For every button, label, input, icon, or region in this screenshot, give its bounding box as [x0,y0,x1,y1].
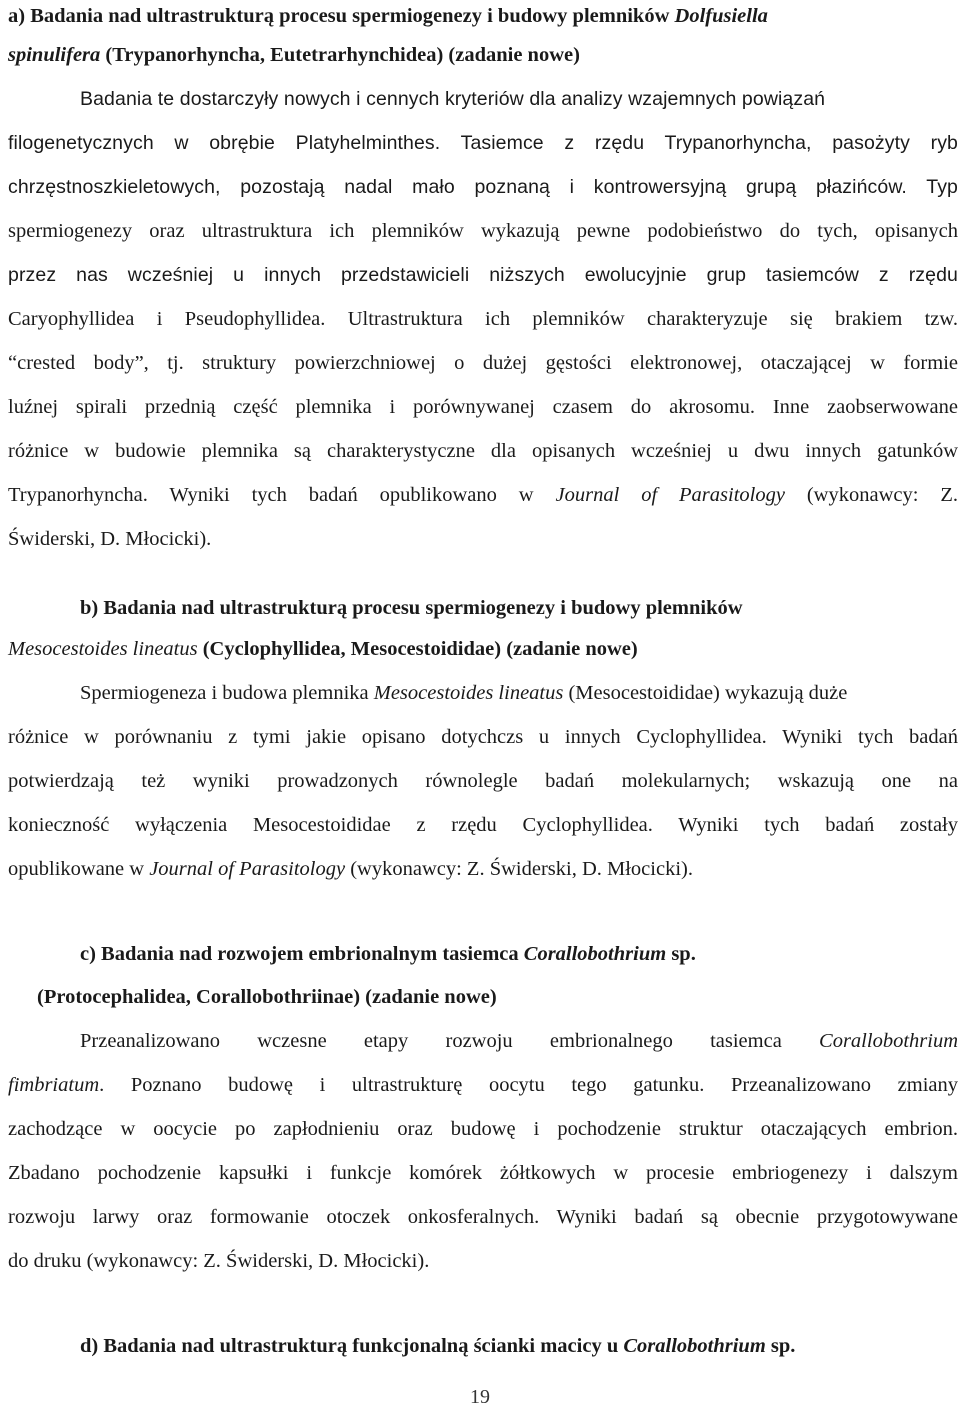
section-a-body-line: “crested body”, tj. struktury powierzchniowej o dużej gęstości elektronowej, otaczającej w formie [8,352,958,374]
section-a-body-line: Świderski, D. Młocicki). [8,528,212,550]
heading-text: c) Badania nad rozwojem embrionalnym tasiemca [80,943,524,965]
body-text: Przeanalizowano wczesne etapy rozwoju embrionalnego tasiemca [80,1030,820,1052]
section-b-heading-line1: b) Badania nad ultrastrukturą procesu spermiogenezy i budowy plemników [80,597,743,619]
heading-text: sp. [765,1335,796,1357]
journal-name: Journal of Parasitology [555,484,785,506]
section-c-heading-line1 [80,942,958,966]
page-number: 19 [470,1386,490,1408]
section-c-body-line [80,1029,958,1053]
journal-name: Journal of Parasitology [149,858,346,880]
heading-text: sp. [666,943,696,965]
section-a-body-line: Badania te dostarczyły nowych i cennych kryteriów dla analizy wzajemnych powiązań [80,88,826,110]
section-b-body-line [80,681,958,705]
section-b-body-line: różnice w porównaniu z tymi jakie opisano dotychczs u innych Cyclophyllidea. Wyniki tych badań [8,726,958,748]
genus-name: Corallobothrium [819,1030,958,1052]
section-b-body-line: potwierdzają też wyniki prowadzonych równolegle badań molekularnych; wskazują one na [8,770,958,792]
body-text: opublikowane w [8,858,150,880]
species-name: spinulifera [8,44,101,66]
heading-text: (Trypanorhyncha, Eutetrarhynchidea) (zadanie nowe) [100,44,580,66]
body-text: (wykonawcy: Z. Świderski, D. Młocicki). [345,858,693,880]
section-a-body-line: przez nas wcześniej u innych przedstawicieli niższych ewolucyjnie grup tasiemców z rzędu [8,264,958,286]
species-name: Mesocestoides lineatus [373,682,564,704]
body-text: Trypanorhyncha. Wyniki tych badań opublikowano w [8,484,556,506]
body-text: (Mesocestoididae) wykazują duże [563,682,848,704]
section-d-heading-line1 [80,1334,958,1358]
section-c-body-line: Zbadano pochodzenie kapsułki i funkcje komórek żółtkowych w procesie embriogenezy i dalszym [8,1162,958,1184]
genus-name: Corallobothrium [623,1335,766,1357]
genus-name: Corallobothrium [523,943,667,965]
heading-text: d) Badania nad ultrastrukturą funkcjonalną ścianki macicy u [80,1335,624,1357]
body-text: Spermiogeneza i budowa plemnika [80,682,374,704]
section-a-heading-line2 [8,43,958,67]
section-a-body-line: spermiogenezy oraz ultrastruktura ich plemników wykazują pewne podobieństwo do tych, opisanych [8,220,958,242]
heading-text: a) Badania nad ultrastrukturą procesu spermiogenezy i budowy plemników [8,5,675,27]
section-c-body-line: zachodzące w oocycie po zapłodnieniu oraz budowę i pochodzenie struktur otaczających embrion. [8,1118,958,1140]
body-text: (wykonawcy: Z. [784,484,958,506]
section-a-body-line: filogenetycznych w obrębie Platyhelminthes. Tasiemce z rzędu Trypanorhyncha, pasożyty ryb [8,132,958,154]
heading-text: (Cyclophyllidea, Mesocestoididae) (zadanie nowe) [197,638,638,660]
species-name: Mesocestoides lineatus [8,638,198,660]
section-c-body-line [8,1073,958,1097]
section-b-heading-line2 [8,637,958,661]
section-b-body-line: konieczność wyłączenia Mesocestoididae z rzędu Cyclophyllidea. Wyniki tych badań zostały [8,814,958,836]
section-c-body-line: do druku (wykonawcy: Z. Świderski, D. Młocicki). [8,1250,430,1272]
section-a-body-line: Caryophyllidea i Pseudophyllidea. Ultrastruktura ich plemników charakteryzuje się brakiem tzw. [8,308,958,330]
section-a-body-line [8,483,958,507]
section-c-body-line: rozwoju larwy oraz formowanie otoczek onkosferalnych. Wyniki badań są obecnie przygotowywane [8,1206,958,1228]
section-a-heading-line1 [8,4,958,28]
section-b-body-line [8,857,958,881]
section-c-heading-line2: (Protocephalidea, Corallobothriinae) (zadanie nowe) [37,986,497,1008]
section-a-body-line: luźnej spirali przednią część plemnika i porównywanej czasem do akrosomu. Inne zaobserwowane [8,396,958,418]
body-text: . Poznano budowę i ultrastrukturę oocytu tego gatunku. Przeanalizowano zmiany [99,1074,958,1096]
species-name: fimbriatum [8,1074,100,1096]
species-name: Dolfusiella [674,5,768,27]
section-a-body-line: różnice w budowie plemnika są charakterystyczne dla opisanych wcześniej u dwu innych gatunków [8,440,958,462]
section-a-body-line: chrzęstnoszkieletowych, pozostają nadal mało poznaną i kontrowersyjną grupą płazińców. Typ [8,176,958,198]
